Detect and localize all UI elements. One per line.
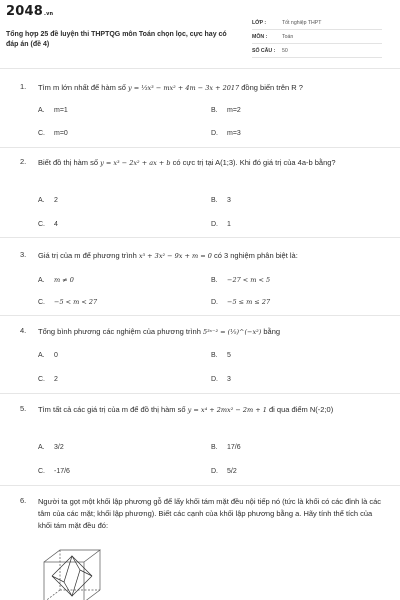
option-letter: D.	[211, 299, 218, 306]
option-letter: D.	[211, 130, 218, 137]
question-math: y = ⅓x³ − mx² + 4m − 3x + 2017	[127, 84, 240, 92]
question-number: 1.	[20, 82, 27, 91]
question-text-after: bằng	[261, 327, 281, 336]
option-value: −5 < m < 27	[54, 298, 98, 306]
option-d[interactable]	[211, 376, 231, 383]
option-c[interactable]	[38, 221, 58, 228]
option-value: 17/6	[227, 444, 241, 451]
meta-row-class	[252, 16, 382, 30]
site-logo[interactable]	[6, 4, 53, 19]
option-letter: C.	[38, 376, 45, 383]
meta-value: 50	[282, 48, 288, 54]
option-value: m ≠ 0	[54, 276, 74, 284]
option-d[interactable]	[211, 298, 270, 306]
question-text	[38, 82, 384, 94]
meta-label: MÔN :	[252, 34, 268, 40]
option-value: 3	[227, 197, 231, 204]
option-c[interactable]	[38, 376, 58, 383]
option-a[interactable]	[38, 276, 74, 284]
divider	[0, 315, 400, 316]
divider	[0, 237, 400, 238]
question-text-before: Tổng bình phương các nghiệm của phương trình	[38, 327, 203, 336]
option-value: 5	[227, 352, 231, 359]
cube-edge	[84, 590, 100, 600]
question-text-before: Biết đồ thị hàm số	[38, 158, 101, 167]
document-meta	[252, 16, 382, 58]
option-letter: A.	[38, 197, 45, 204]
question-text	[38, 250, 384, 262]
meta-label: SỐ CÂU :	[252, 48, 276, 54]
option-a[interactable]	[38, 444, 64, 451]
option-value: m=2	[227, 107, 241, 114]
option-value: −27 < m < 5	[227, 276, 271, 284]
option-letter: D.	[211, 221, 218, 228]
option-a[interactable]	[38, 197, 58, 204]
question-math: y = x³ − 2x² + ax + b	[100, 159, 171, 167]
question-text-after: có cực trị tại A(1;3). Khi đó giá trị của 4a-b bằng?	[170, 158, 336, 167]
question-number: 3.	[20, 250, 27, 259]
option-letter: B.	[211, 107, 218, 114]
option-value: 5/2	[227, 468, 237, 475]
meta-label: LỚP :	[252, 20, 267, 26]
question-text-after: đi qua điểm N(-2;0)	[266, 405, 334, 414]
option-letter: B.	[211, 277, 218, 284]
document-title: Tổng hợp 25 đề luyện thi THPTQG môn Toán chọn lọc, cực hay có đáp án (đề 4)	[6, 31, 227, 48]
option-value: 3/2	[54, 444, 64, 451]
question-text	[38, 157, 384, 169]
question-text-after: đồng biến trên R ?	[239, 83, 303, 92]
option-b[interactable]	[211, 197, 231, 204]
option-value: -17/6	[54, 468, 70, 475]
option-letter: D.	[211, 468, 218, 475]
option-letter: B.	[211, 197, 218, 204]
option-letter: D.	[211, 376, 218, 383]
divider	[0, 147, 400, 148]
question-text	[38, 404, 384, 416]
option-d[interactable]	[211, 130, 241, 137]
option-d[interactable]	[211, 221, 231, 228]
divider	[0, 393, 400, 394]
option-b[interactable]	[211, 107, 241, 114]
question-text: Người ta gọt một khối lập phương gỗ để lấy khối tám mặt đều nội tiếp nó (tức là khối có các đỉnh là các tâm của các mặt; khối lập phương). Biết các cạnh của khối lập phương bằng a. Hãy tính thể tích của khối tám mặt đều đó:	[38, 497, 381, 530]
meta-value: Toán	[282, 34, 294, 40]
logo-text: 2048	[6, 4, 43, 19]
meta-row-subject	[252, 30, 382, 44]
question-number: 4.	[20, 326, 27, 335]
option-value: m=1	[54, 107, 68, 114]
option-value: m=0	[54, 130, 68, 137]
question-text-after: có 3 nghiệm phân biệt là:	[211, 251, 298, 260]
question-text-before: Giá trị của m để phương trình	[38, 251, 139, 260]
option-letter: C.	[38, 468, 45, 475]
question-number: 6.	[20, 496, 27, 505]
option-b[interactable]	[211, 444, 241, 451]
option-letter: A.	[38, 444, 45, 451]
option-letter: B.	[211, 352, 218, 359]
logo-suffix: .vn	[43, 11, 54, 17]
option-b[interactable]	[211, 276, 270, 284]
option-letter: A.	[38, 277, 45, 284]
question-text-before: Tìm m lớn nhất để hàm số	[38, 83, 128, 92]
meta-row-count	[252, 44, 382, 58]
option-value: 1	[227, 221, 231, 228]
option-d[interactable]	[211, 468, 237, 475]
option-value: 3	[227, 376, 231, 383]
option-letter: A.	[38, 107, 45, 114]
option-value: −5 ≤ m ≤ 27	[227, 298, 271, 306]
option-c[interactable]	[38, 130, 68, 137]
option-value: 2	[54, 376, 58, 383]
question-number: 2.	[20, 157, 27, 166]
option-c[interactable]	[38, 468, 70, 475]
option-c[interactable]	[38, 298, 97, 306]
divider	[0, 485, 400, 486]
option-b[interactable]	[211, 352, 231, 359]
option-letter: C.	[38, 130, 45, 137]
option-a[interactable]	[38, 107, 68, 114]
question-math: y = x⁴ + 2mx² − 2m + 1	[187, 406, 267, 414]
cube-hidden-edges	[44, 550, 100, 600]
option-letter: B.	[211, 444, 218, 451]
option-letter: C.	[38, 299, 45, 306]
option-letter: C.	[38, 221, 45, 228]
question-text	[38, 326, 384, 338]
option-a[interactable]	[38, 352, 58, 359]
option-value: m=3	[227, 130, 241, 137]
question-math: x³ + 3x² − 9x + m = 0	[138, 252, 212, 260]
option-letter: A.	[38, 352, 45, 359]
octahedron-in-cube-figure	[38, 548, 108, 600]
option-value: 0	[54, 352, 58, 359]
divider	[0, 68, 400, 69]
option-value: 4	[54, 221, 58, 228]
document-header	[0, 0, 400, 66]
meta-value: Tốt nghiệp THPT	[282, 20, 322, 26]
question-text-before: Tìm tất cả các giá trị của m để đồ thị hàm số	[38, 405, 188, 414]
question-math: 5³ˣ⁻² = (⅕)^(−x²)	[202, 328, 262, 336]
option-value: 2	[54, 197, 58, 204]
question-number: 5.	[20, 404, 27, 413]
